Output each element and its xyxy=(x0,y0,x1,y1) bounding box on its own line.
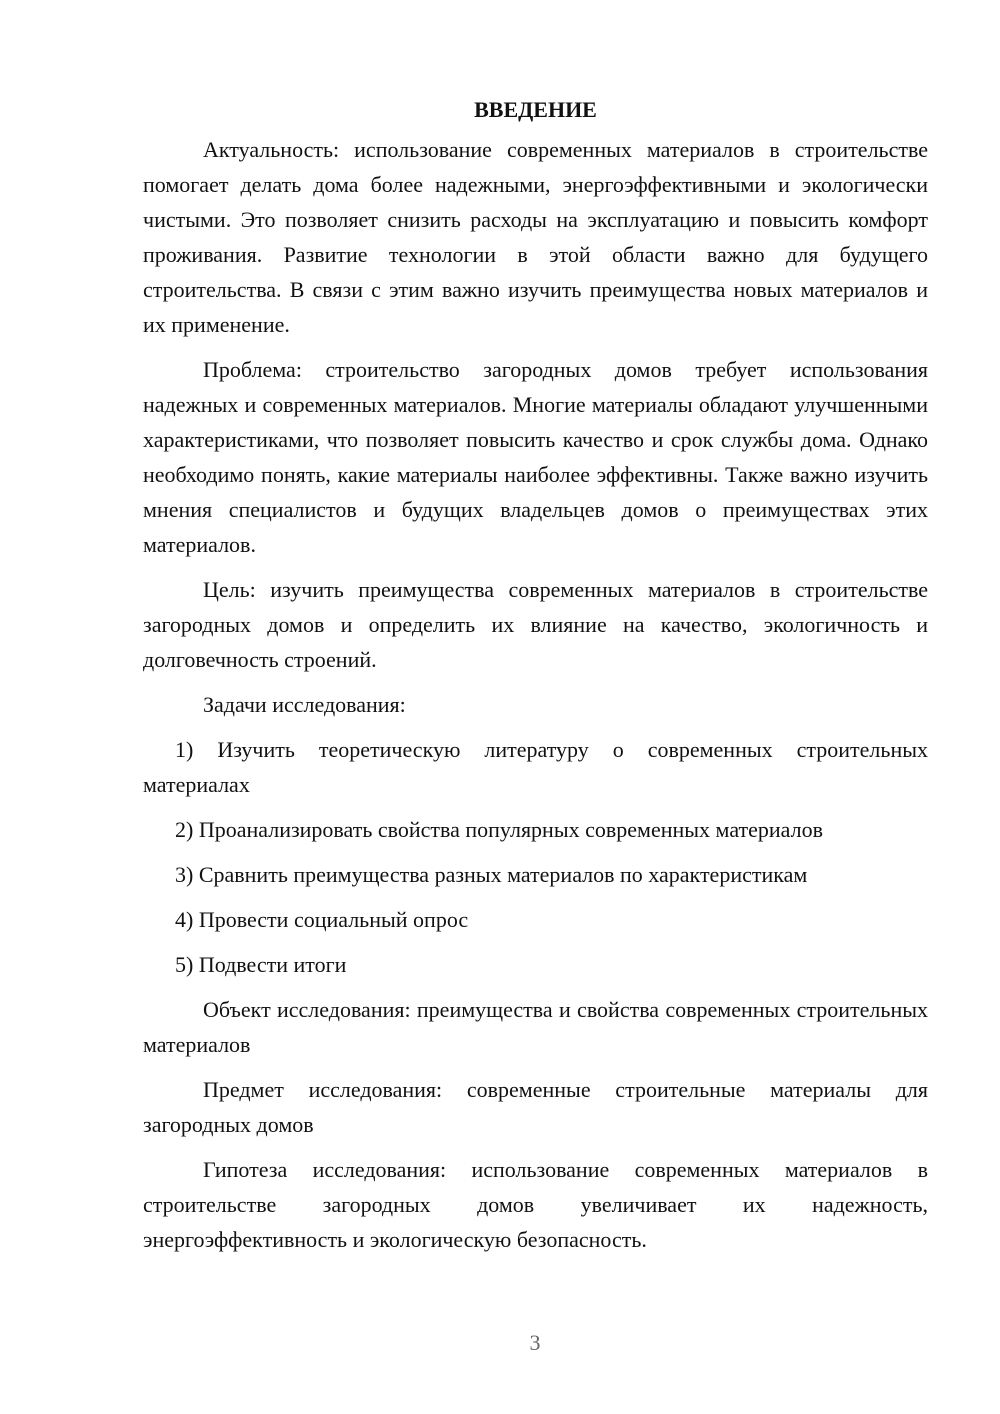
tasks-title: Задачи исследования: xyxy=(203,692,406,717)
object-paragraph: Объект исследования: преимущества и свойства современных строительных материалов xyxy=(143,997,928,1057)
section-heading: ВВЕДЕНИЕ xyxy=(474,97,597,122)
task-item: 1) Изучить теоретическую литературу о современных строительных материалах xyxy=(143,737,928,797)
subject-paragraph: Предмет исследования: современные строительные материалы для загородных домов xyxy=(143,1077,928,1137)
hypothesis-paragraph: Гипотеза исследования: использование современных материалов в строительстве загородных домов увеличивает их надежность, энергоэффективность и экологическую безопасность. xyxy=(143,1157,928,1252)
relevance-paragraph: Актуальность: использование современных материалов в строительстве помогает делать дома более надежными, энергоэффективными и экологически чистыми. Это позволяет снизить расходы на эксплуатацию и повысить комфорт проживания. Развитие технологии в этой области важно для будущего строительства. В связи с этим важно изучить преимущества новых материалов и их применение. xyxy=(143,137,928,337)
page-number: 3 xyxy=(529,1330,541,1355)
task-item: 3) Сравнить преимущества разных материалов по характеристикам xyxy=(175,862,808,887)
problem-paragraph: Проблема: строительство загородных домов требует использования надежных и современных материалов. Многие материалы обладают улучшенными характеристиками, что позволяет повысить качество и срок службы дома. Однако необходимо понять, какие материалы наиболее эффективны. Также важно изучить мнения специалистов и будущих владельцев домов о преимуществах этих материалов. xyxy=(143,357,928,557)
task-item: 4) Провести социальный опрос xyxy=(175,907,469,932)
goal-paragraph: Цель: изучить преимущества современных материалов в строительстве загородных домов и определить их влияние на качество, экологичность и долговечность строений. xyxy=(143,577,928,672)
task-item: 5) Подвести итоги xyxy=(175,952,347,977)
document-body xyxy=(143,92,928,1267)
task-item: 2) Проанализировать свойства популярных современных материалов xyxy=(175,817,823,842)
tasks-list xyxy=(143,732,928,982)
